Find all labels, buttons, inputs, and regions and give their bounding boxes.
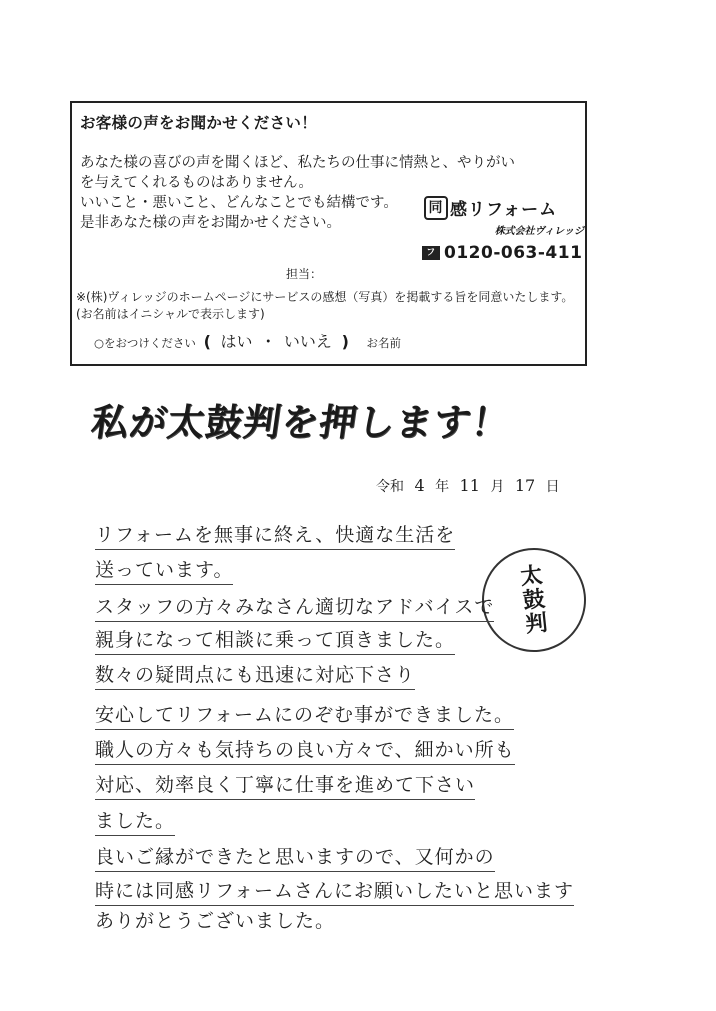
message-line: スタッフの方々みなさん適切なアドバイスで [95,592,494,622]
choice-paren-open: ( [203,332,211,351]
customer-voice-form [70,101,587,366]
choice-yes: はい [220,332,253,351]
message-line: ありがとうございました。 [95,910,336,932]
logo-mark: 同 [424,196,448,220]
message-line: 親身になって相談に乗って頂きました。 [95,625,455,655]
date-day: 17 [514,476,536,495]
message-line: 対応、効率良く丁寧に仕事を進めて下さい [95,770,475,800]
message-line: 良いご縁ができたと思いますので、又何かの [95,842,495,872]
banner-title: 私が太鼓判を押します！ [88,401,513,444]
stamp-char: 鼓 [521,585,547,615]
form-heading: お客様の声をお聞かせください！ [80,114,318,132]
message-line: 時には同感リフォームさんにお願いしたいと思います [95,876,574,906]
message-line: リフォームを無事に終え、快適な生活を [95,520,455,550]
message-line: ました。 [95,806,175,836]
message-line: 安心してリフォームにのぞむ事ができました。 [95,700,514,730]
choice-no: いいえ [283,332,332,351]
intro-line: いいこと・悪いこと、どんなことでも結構です。 [80,195,398,211]
date-month: 11 [459,476,480,495]
intro-line: 是非あなた様の声をお聞かせください。 [80,215,341,231]
name-label: お名前 [366,336,402,350]
date-month-label: 月 [490,479,505,495]
message-line: 職人の方々も気持ちの良い方々で、細かい所も [95,735,515,765]
message-line: 送っています。 [95,555,233,585]
stamp-char: 太 [519,562,544,591]
choice-separator: ・ [260,332,277,351]
consent-text: ※(株)ヴィレッジのホームページにサービスの感想（写真）を掲載する旨を同意いたします。(お名前はイニシャルで表示します) [76,290,574,321]
logo-text: 感リフォーム [450,200,558,220]
choice-prompt: ○をおつけください [94,336,196,350]
date-era: 令和 [376,479,404,495]
date-year: 4 [414,476,425,495]
date-year-label: 年 [435,479,450,495]
date [376,476,560,496]
staff-label: 担当： [286,267,323,281]
stamp-char: 判 [524,609,549,638]
choice-paren-close: ) [341,332,349,351]
intro-line: を与えてくれるものはありません。 [80,175,313,191]
date-day-label: 日 [545,479,560,495]
company-logo [424,195,584,237]
phone-text: 0120-063-411 [444,243,583,263]
freedial-icon: フリー [422,246,440,260]
phone-number [422,243,583,286]
message-line: 数々の疑問点にも迅速に対応下さり [95,660,415,690]
intro-line: あなた様の喜びの声を聞くほど、私たちの仕事に情熱と、やりがい [80,155,515,171]
consent-choice [94,329,401,352]
logo-company: 株式会社ヴィレッジ [494,226,584,237]
